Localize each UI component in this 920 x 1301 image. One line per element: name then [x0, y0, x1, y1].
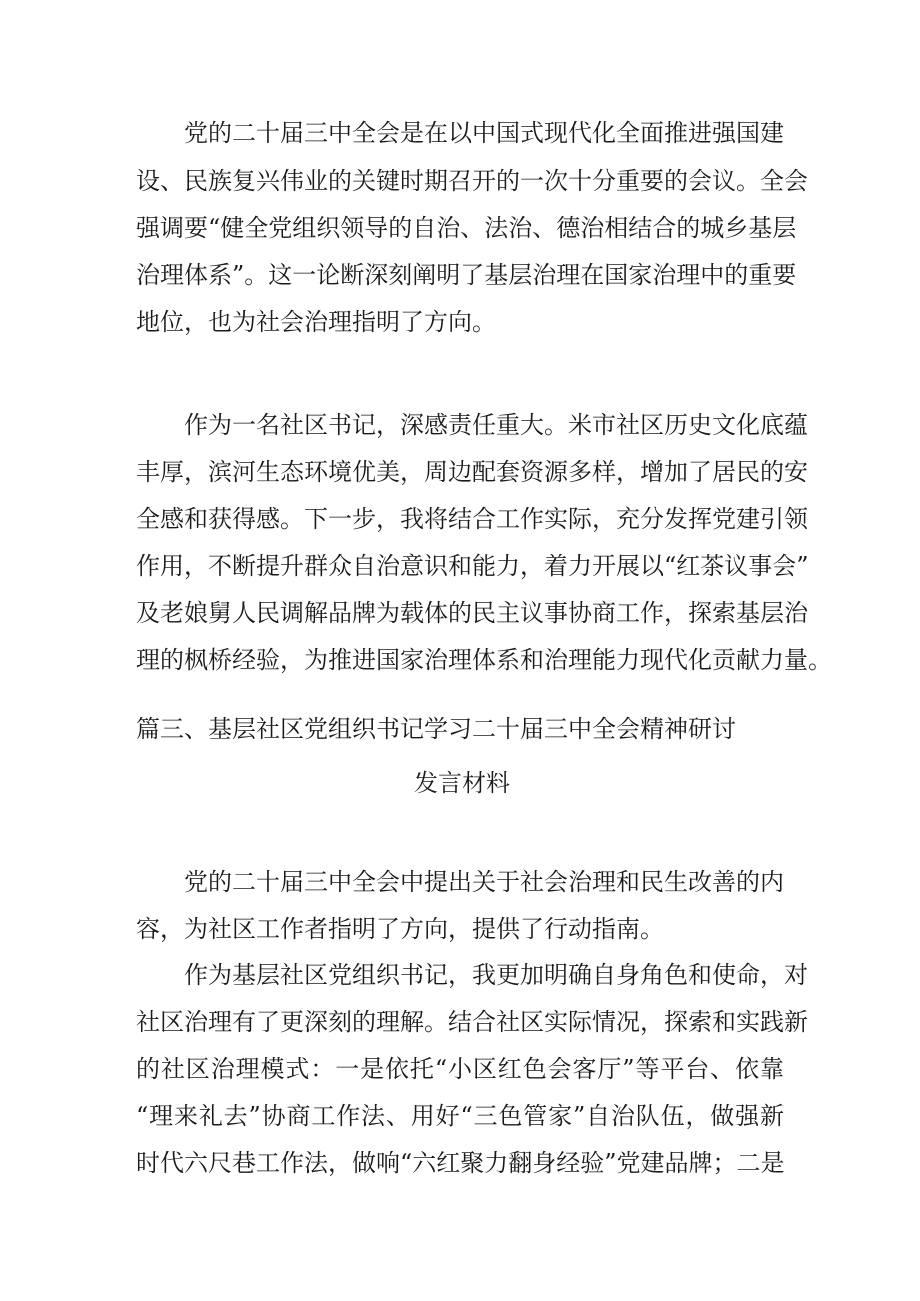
paragraph-4-line-2: 社区治理有了更深刻的理解。结合社区实际情况，探索和实践新: [136, 1008, 808, 1036]
paragraph-1-line-5: 地位，也为社会治理指明了方向。: [136, 308, 496, 336]
section-heading-line-1: 篇三、基层社区党组织书记学习二十届三中全会精神研讨: [136, 715, 736, 743]
paragraph-1-line-4: 治理体系”。这一论断深刻阐明了基层治理在国家治理中的重要: [136, 261, 797, 289]
paragraph-2-line-2: 丰厚，滨河生态环境优美，周边配套资源多样，增加了居民的安: [136, 458, 808, 486]
paragraph-4-line-4: “理来礼去”协商工作法、用好“三色管家”自治队伍，做强新: [136, 1102, 784, 1130]
paragraph-1-line-2: 设、民族复兴伟业的关键时期召开的一次十分重要的会议。全会: [136, 167, 808, 195]
paragraph-2-line-6: 理的枫桥经验，为推进国家治理体系和治理能力现代化贡献力量。: [136, 646, 832, 674]
paragraph-4-line-1: 作为基层社区党组织书记，我更加明确自身角色和使命，对: [184, 961, 808, 989]
paragraph-3-line-1: 党的二十届三中全会中提出关于社会治理和民生改善的内: [184, 868, 784, 896]
paragraph-4-line-3: 的社区治理模式：一是依托“小区红色会客厅”等平台、依靠: [136, 1055, 784, 1083]
paragraph-2-line-4: 作用，不断提升群众自治意识和能力，着力开展以“红茶议事会”: [136, 552, 809, 580]
paragraph-3-line-2: 容，为社区工作者指明了方向，提供了行动指南。: [136, 915, 664, 943]
paragraph-4-line-5: 时代六尺巷工作法，做响“六红聚力翻身经验”党建品牌；二是: [136, 1149, 785, 1177]
paragraph-2-line-5: 及老娘舅人民调解品牌为载体的民主议事协商工作，探索基层治: [136, 599, 808, 627]
paragraph-1-line-3: 强调要“健全党组织领导的自治、法治、德治相结合的城乡基层: [136, 214, 797, 242]
section-heading-line-2: 发言材料: [414, 769, 510, 797]
paragraph-2-line-3: 全感和获得感。下一步，我将结合工作实际，充分发挥党建引领: [136, 505, 808, 533]
paragraph-1-line-1: 党的二十届三中全会是在以中国式现代化全面推进强国建: [184, 119, 784, 147]
paragraph-2-line-1: 作为一名社区书记，深感责任重大。米市社区历史文化底蕴: [184, 411, 808, 439]
